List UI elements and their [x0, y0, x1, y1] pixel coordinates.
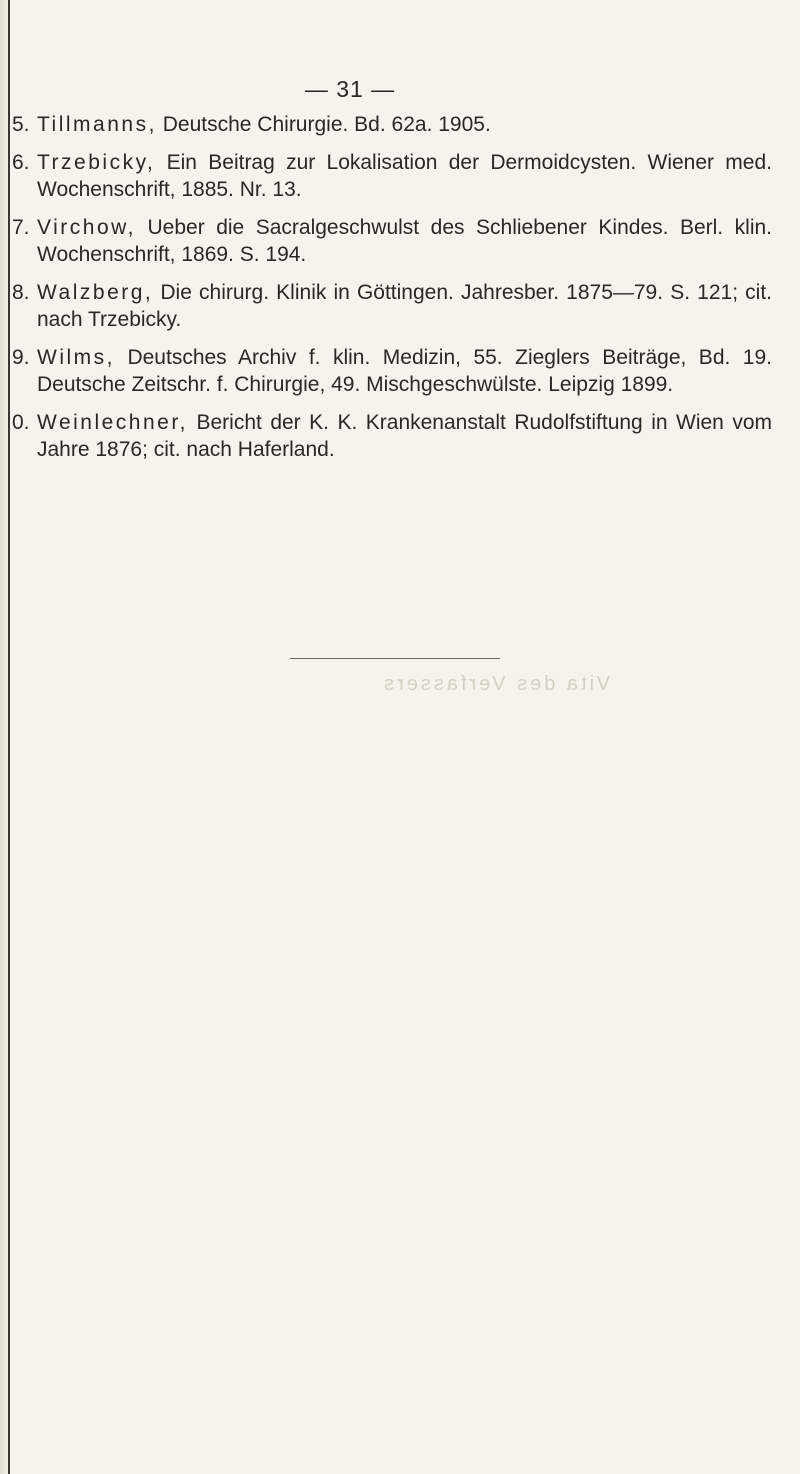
section-divider: [290, 658, 500, 659]
reference-item: [12, 214, 772, 268]
reference-text: [37, 344, 772, 398]
reference-text: [37, 214, 772, 268]
reference-citation: Deutsches Archiv f. klin. Medizin, 55. Zieglers Beiträge, Bd. 19. Deutsche Zeitschr. f. Chirurgie, 49. Mischgeschwülste. Leipzig 1899.: [37, 346, 772, 396]
reference-number: 0.: [12, 411, 30, 434]
reference-text: [37, 409, 772, 463]
binding-gutter: [0, 0, 8, 1474]
reference-citation: Bericht der K. K. Krankenanstalt Rudolfstiftung in Wien vom Jahre 1876; cit. nach Haferland.: [37, 411, 772, 461]
reference-citation: Ein Beitrag zur Lokalisation der Dermoidcysten. Wiener med. Wochenschrift, 1885. Nr. 13.: [37, 151, 772, 201]
reference-text: [37, 149, 772, 203]
reference-item: [12, 344, 772, 398]
reference-item: [12, 279, 772, 333]
reference-number: 8.: [12, 281, 30, 304]
reference-author: Weinlechner,: [37, 411, 189, 434]
reference-number: 5.: [12, 113, 30, 136]
reference-author: Tillmanns,: [37, 113, 157, 136]
page-edge-line: [8, 0, 10, 1474]
reference-item: [12, 111, 772, 138]
reference-text: [37, 111, 772, 138]
reference-text: [37, 279, 772, 333]
reference-item: [12, 409, 772, 463]
reference-number: 6.: [12, 151, 30, 174]
reference-number: 7.: [12, 216, 30, 239]
reference-author: Wilms,: [37, 346, 115, 369]
reference-list: [12, 111, 772, 474]
reference-number: 9.: [12, 346, 30, 369]
reference-citation: Ueber die Sacralgeschwulst des Schliebener Kindes. Berl. klin. Wochenschrift, 1869. S. 194.: [37, 216, 772, 266]
reference-author: Virchow,: [37, 216, 136, 239]
reference-author: Walzberg,: [37, 281, 154, 304]
reference-citation: Die chirurg. Klinik in Göttingen. Jahresber. 1875—79. S. 121; cit. nach Trzebicky.: [37, 281, 772, 331]
reference-item: [12, 149, 772, 203]
bleed-through-text: Vita des Verfassers: [381, 673, 610, 695]
reference-author: Trzebicky,: [37, 151, 156, 174]
reference-citation: Deutsche Chirurgie. Bd. 62a. 1905.: [156, 113, 491, 136]
page-number: — 31 —: [304, 76, 396, 102]
